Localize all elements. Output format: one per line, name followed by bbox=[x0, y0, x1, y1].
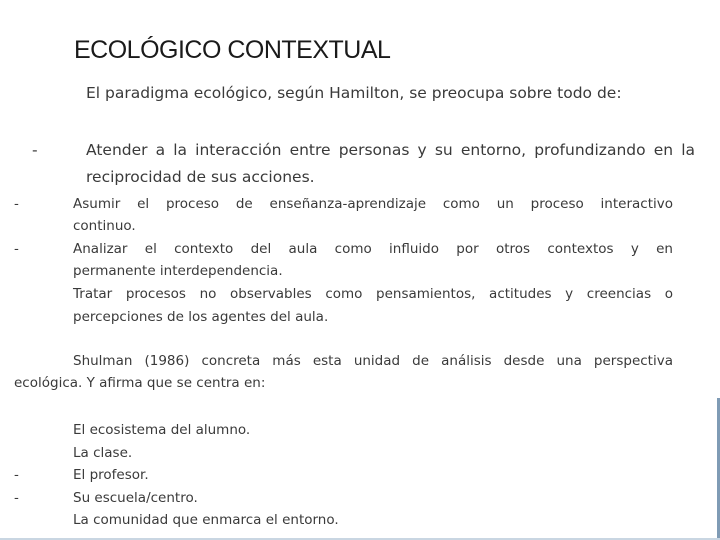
item-3-line-2: permanente interdependencia. bbox=[73, 263, 283, 279]
shulman-line-2: ecológica. Y afirma que se centra en: bbox=[14, 375, 266, 391]
list-item: El profesor. bbox=[73, 467, 149, 483]
list-item: La clase. bbox=[73, 445, 133, 461]
item-4-line-2: percepciones de los agentes del aula. bbox=[73, 309, 329, 325]
list-item: Su escuela/centro. bbox=[73, 490, 198, 506]
bullet-dash: - bbox=[14, 196, 19, 212]
item-2-line-1: Asumir el proceso de enseñanza-aprendizaje como un proceso interactivo bbox=[73, 196, 673, 212]
bullet-dash: - bbox=[14, 490, 19, 506]
slide-title: ECOLÓGICO CONTEXTUAL bbox=[74, 36, 391, 64]
bullet-dash: - bbox=[14, 241, 19, 257]
list-item: La comunidad que enmarca el entorno. bbox=[73, 512, 339, 528]
list-item: El ecosistema del alumno. bbox=[73, 422, 251, 438]
item-2-line-2: continuo. bbox=[73, 218, 136, 234]
bullet-dash: - bbox=[32, 141, 38, 159]
item-1-line-1: Atender a la interacción entre personas y su entorno, profundizando en la bbox=[86, 141, 695, 159]
item-1-line-2: reciprocidad de sus acciones. bbox=[86, 168, 315, 186]
item-3-line-1: Analizar el contexto del aula como influido por otros contextos y en bbox=[73, 241, 673, 257]
bullet-dash: - bbox=[14, 467, 19, 483]
item-4-line-1: Tratar procesos no observables como pensamientos, actitudes y creencias o bbox=[73, 286, 673, 302]
intro-text: El paradigma ecológico, según Hamilton, se preocupa sobre todo de: bbox=[86, 84, 622, 102]
shulman-line-1: Shulman (1986) concreta más esta unidad de análisis desde una perspectiva bbox=[73, 353, 673, 369]
